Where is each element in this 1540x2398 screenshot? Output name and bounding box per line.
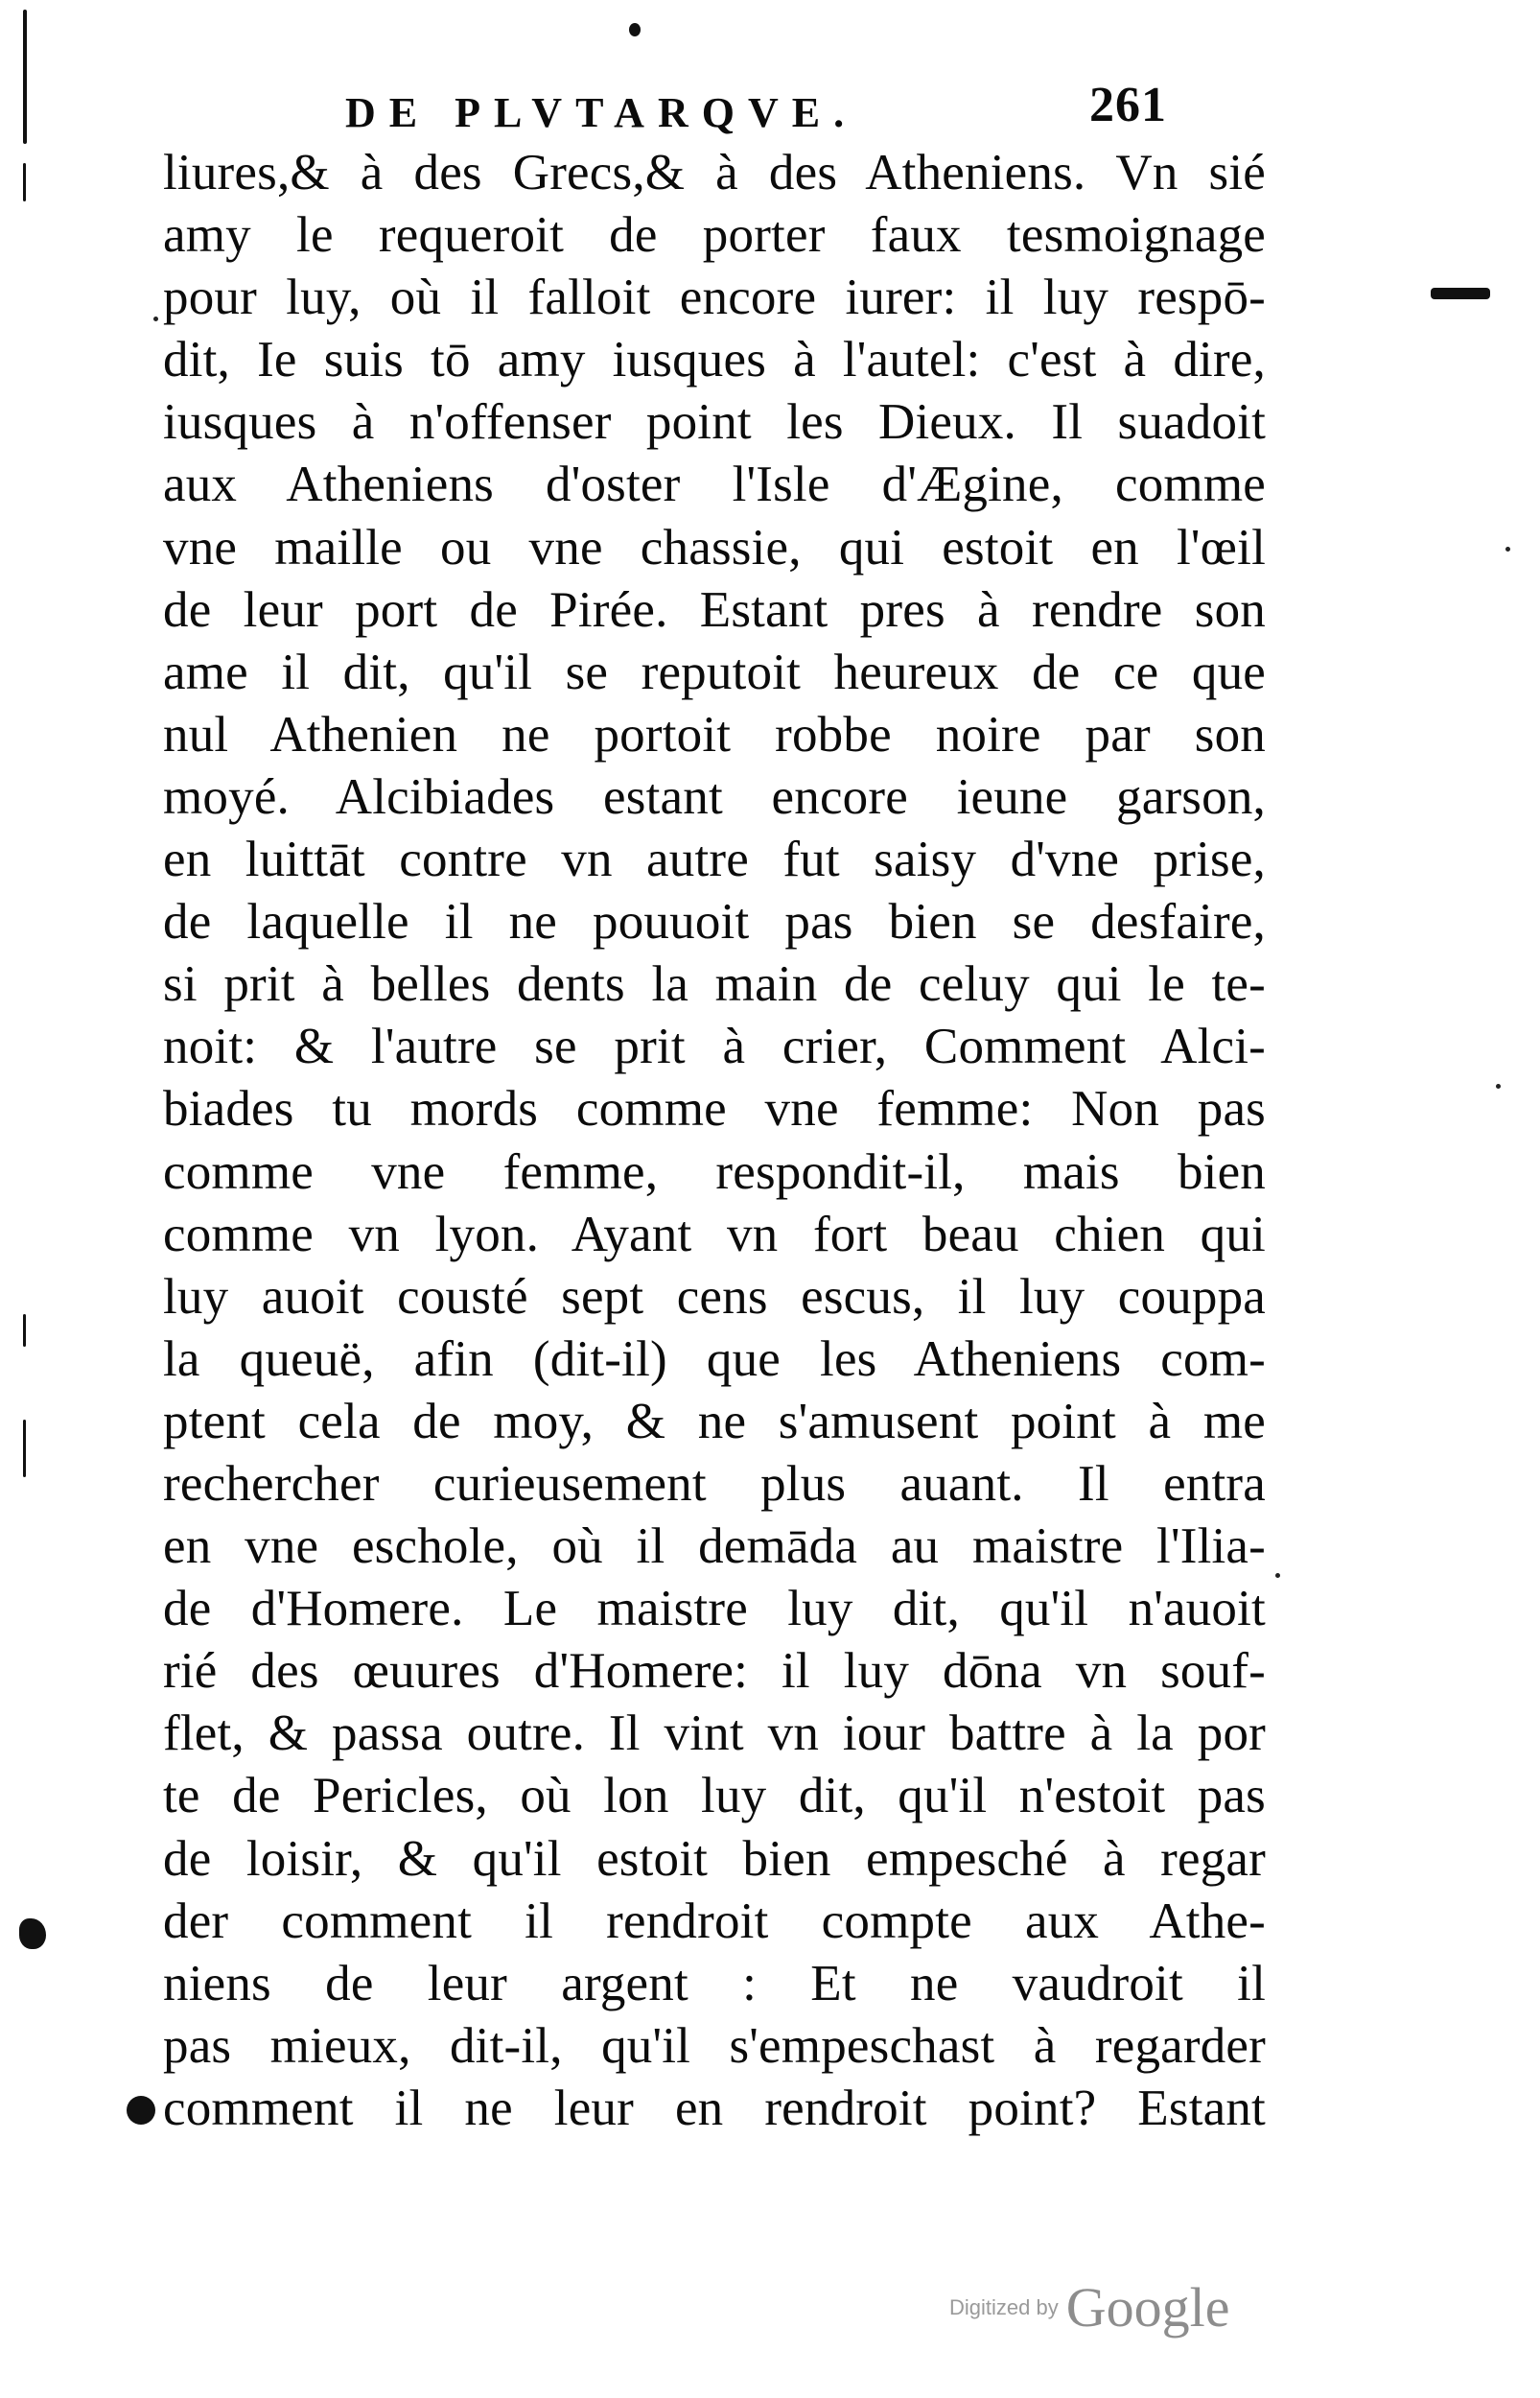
text-line: de laquelle il ne pouuoit pas bien se desfaire,: [163, 894, 1266, 951]
text-line: pour luy, où il falloit encore iurer: il luy respō-: [163, 270, 1266, 326]
ink-blot: [19, 1918, 46, 1949]
text-line: vne maille ou vne chassie, qui estoit en l'œil: [163, 519, 1266, 576]
text-line: aux Atheniens d'oster l'Isle d'Ægine, comme: [163, 457, 1266, 513]
ink-dot: [629, 23, 641, 36]
text-line: der comment il rendroit compte aux Athe-: [163, 1893, 1266, 1949]
text-line: te de Pericles, où lon luy dit, qu'il n'estoit pas: [163, 1768, 1266, 1824]
text-line: iusques à n'offenser point les Dieux. Il suadoit: [163, 394, 1266, 451]
ink-speck: [1496, 1084, 1501, 1089]
scan-edge-mark: [23, 10, 27, 144]
text-line: la queuë, afin (dit-il) que les Atheniens com-: [163, 1330, 1266, 1387]
text-line: de leur port de Pirée. Estant pres à rendre son: [163, 581, 1266, 638]
text-line: comme vne femme, respondit-il, mais bien: [163, 1143, 1266, 1200]
text-line: comme vn lyon. Ayant vn fort beau chien qui: [163, 1206, 1266, 1262]
text-line: de loisir, & qu'il estoit bien empesché à regar: [163, 1830, 1266, 1887]
ink-bullet: [127, 2096, 155, 2125]
text-line: liures,& à des Grecs,& à des Atheniens. Vn sié: [163, 145, 1266, 200]
text-line: luy auoit cousté sept cens escus, il luy couppa: [163, 1268, 1266, 1325]
text-line: noit: & l'autre se prit à crier, Comment Alci-: [163, 1019, 1266, 1075]
ink-speck: [1505, 547, 1510, 552]
text-line: de d'Homere. Le maistre luy dit, qu'il n'auoit: [163, 1581, 1266, 1637]
text-line: dit, Ie suis tō amy iusques à l'autel: c'est à dire,: [163, 332, 1266, 388]
text-line: ame il dit, qu'il se reputoit heureux de ce que: [163, 644, 1266, 700]
text-line: nul Athenien ne portoit robbe noire par son: [163, 706, 1266, 763]
text-line: si prit à belles dents la main de celuy qui le te-: [163, 956, 1266, 1013]
text-line: biades tu mords comme vne femme: Non pas: [163, 1081, 1266, 1138]
scan-edge-mark: [23, 1314, 26, 1347]
ink-speck: [1275, 1573, 1280, 1578]
margin-dash-mark: [1431, 288, 1490, 299]
scan-edge-mark: [23, 163, 26, 201]
ink-speck: [153, 317, 158, 321]
page-number: 261: [1089, 78, 1167, 132]
running-head: DE PLVTARQVE.: [345, 89, 858, 136]
google-logo: Google: [1065, 2276, 1230, 2339]
text-line: en luittāt contre vn autre fut saisy d'vne prise,: [163, 832, 1266, 888]
text-line: niens de leur argent : Et ne vaudroit il: [163, 1955, 1266, 2011]
text-line: flet, & passa outre. Il vint vn iour battre à la por: [163, 1705, 1266, 1762]
text-line: rié des œuures d'Homere: il luy dōna vn souf-: [163, 1643, 1266, 1700]
text-line: pas mieux, dit-il, qu'il s'empeschast à regarder: [163, 2017, 1266, 2074]
text-line: moyé. Alcibiades estant encore ieune garson,: [163, 768, 1266, 825]
text-line: ptent cela de moy, & ne s'amusent point à me: [163, 1393, 1266, 1449]
digitization-watermark: [949, 2275, 1229, 2339]
text-line: rechercher curieusement plus auant. Il entra: [163, 1455, 1266, 1512]
scan-edge-mark: [23, 1420, 26, 1477]
text-line: comment il ne leur en rendroit point? Estant: [163, 2080, 1266, 2136]
body-text: [163, 142, 1266, 2140]
text-line: en vne eschole, où il demāda au maistre l'Ilia-: [163, 1518, 1266, 1575]
text-line: amy le requeroit de porter faux tesmoignage: [163, 207, 1266, 264]
digitized-by-label: Digitized by: [949, 2294, 1059, 2319]
